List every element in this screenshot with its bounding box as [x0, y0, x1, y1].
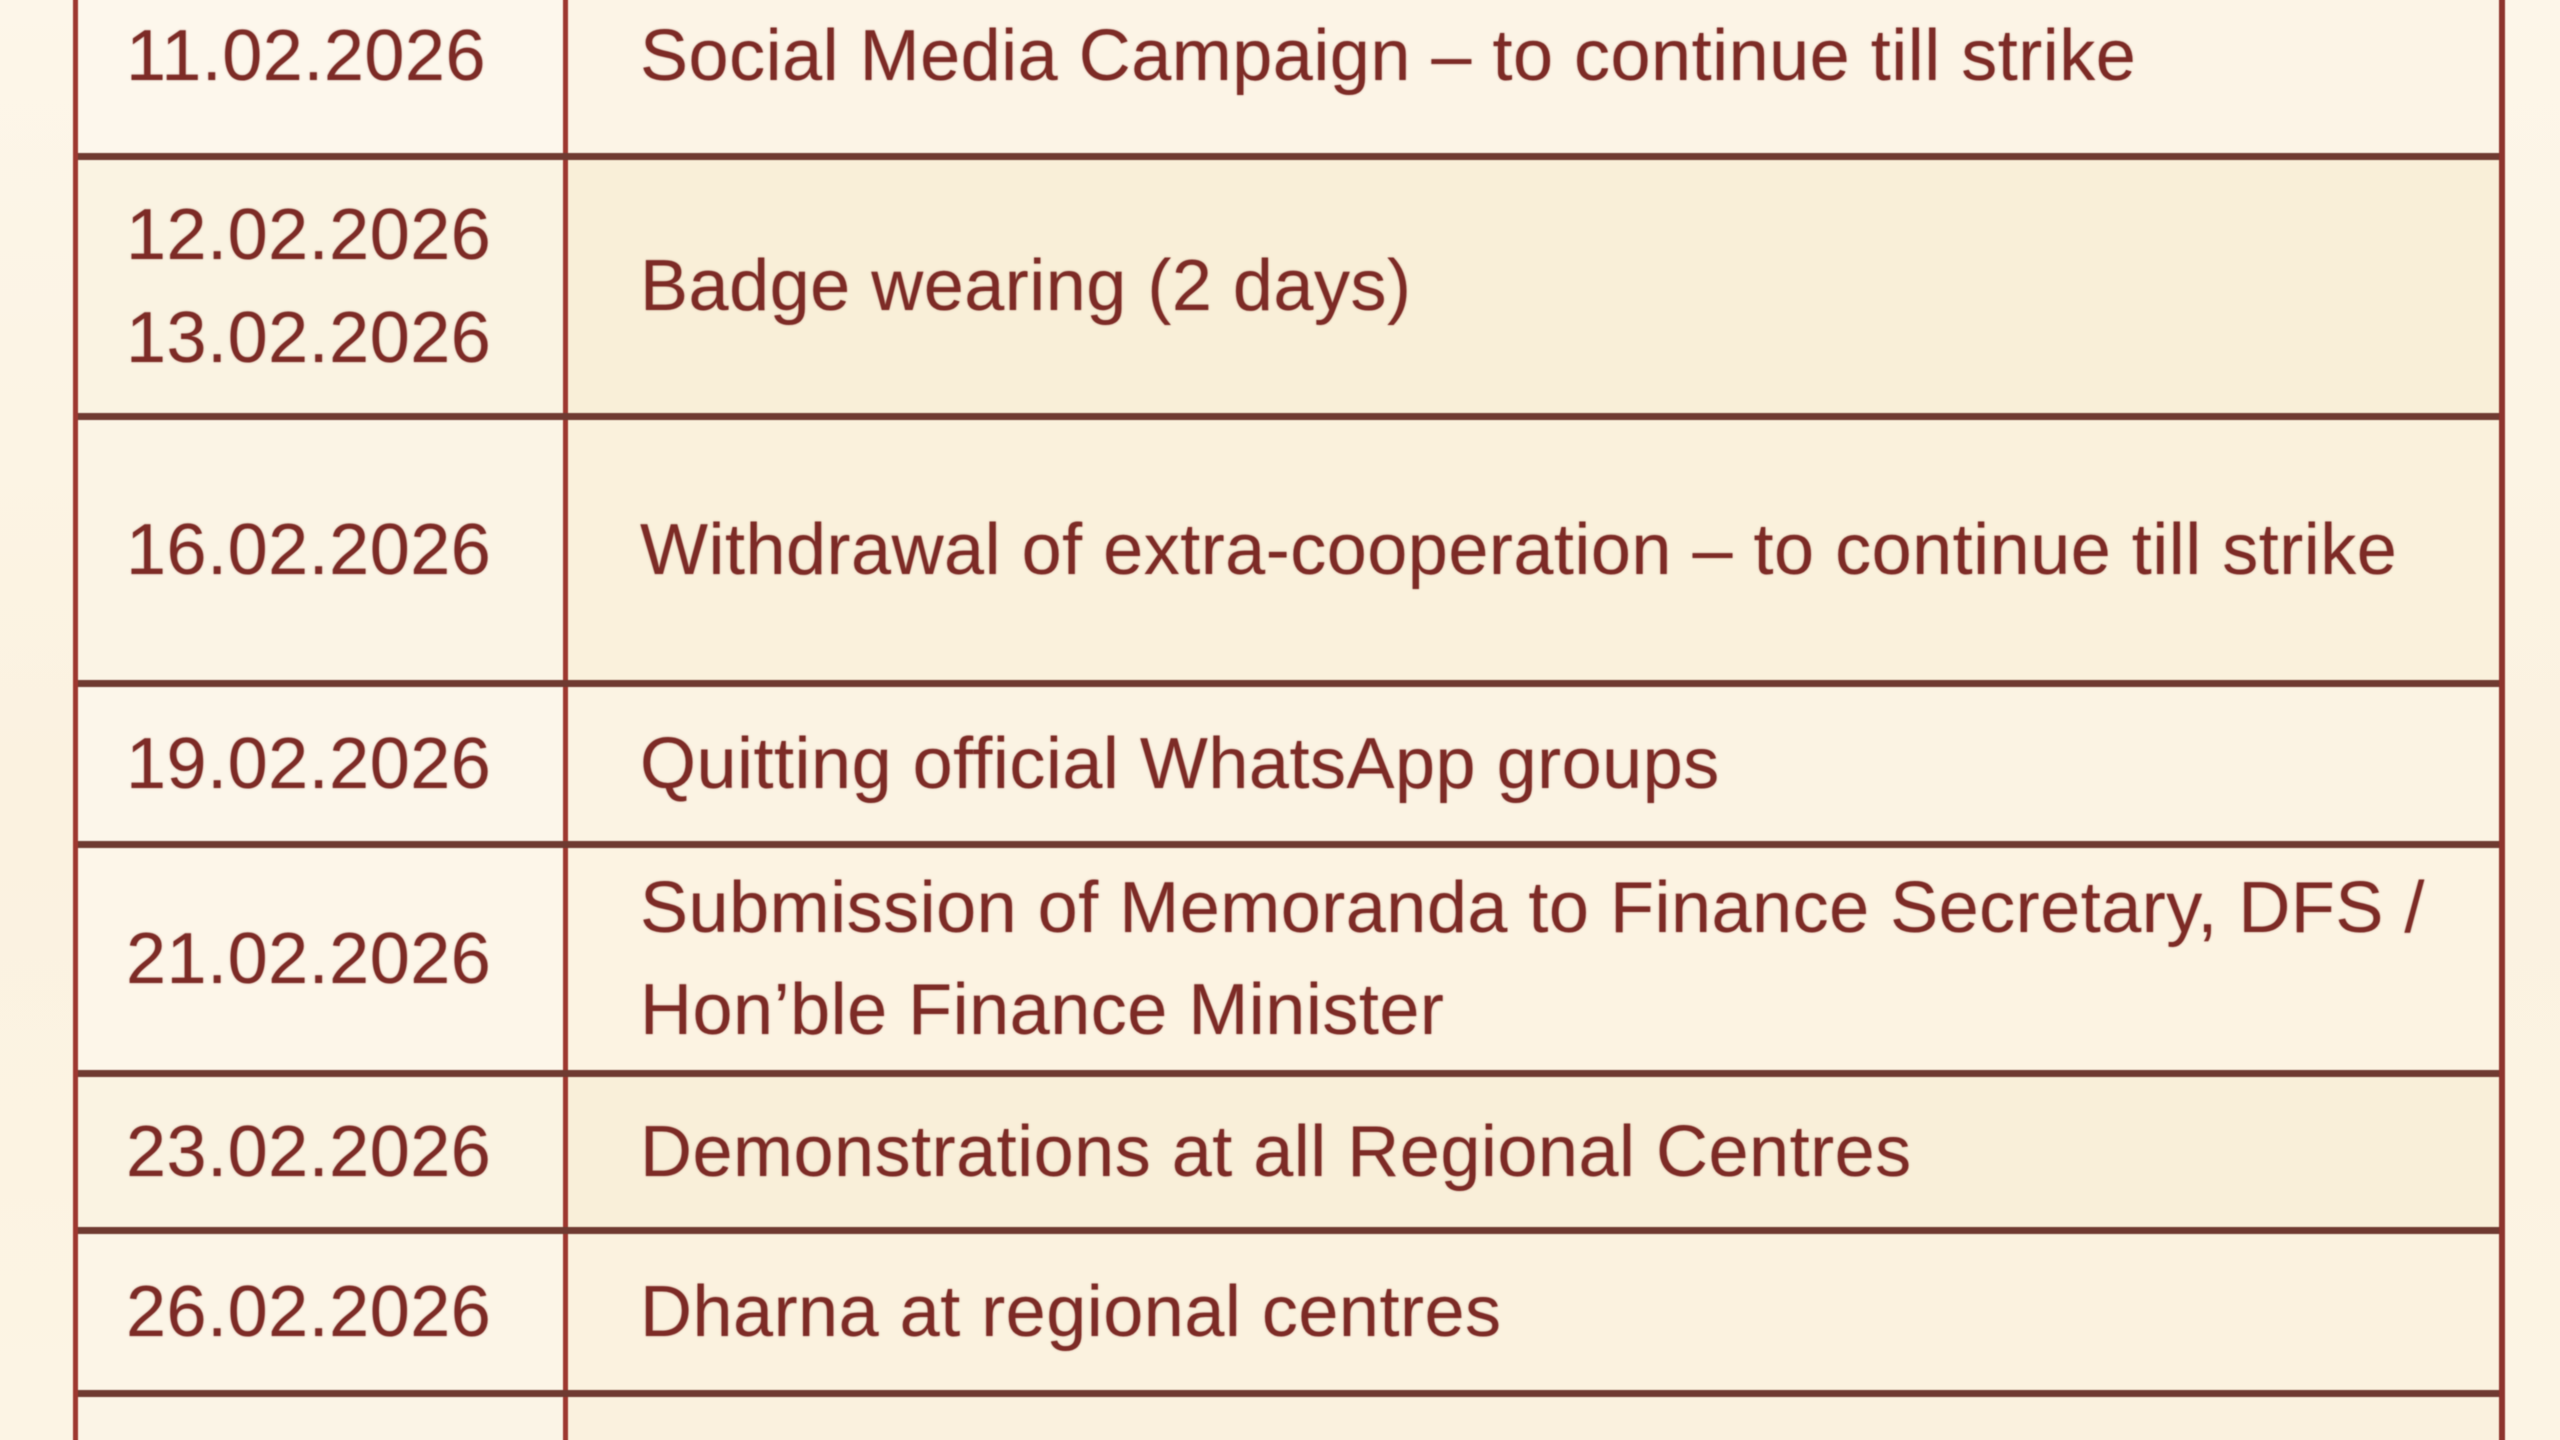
- date-text: 11.02.2026: [126, 16, 487, 97]
- table-row: [78, 1077, 2499, 1234]
- date-cell: [78, 1397, 568, 1440]
- table-row: [78, 848, 2499, 1077]
- activity-text: Dharna at regional centres: [640, 1271, 1502, 1352]
- date-cell: [78, 420, 568, 680]
- date-text: 16.02.2026: [126, 509, 492, 590]
- date-text: 23.02.2026: [126, 1111, 492, 1192]
- schedule-table: [73, 0, 2505, 1440]
- activity-cell: [568, 1077, 2499, 1227]
- date-cell: [78, 848, 568, 1070]
- date-cell: [78, 0, 568, 153]
- activity-cell: [568, 420, 2499, 680]
- date-cell: [78, 687, 568, 841]
- activity-cell: [568, 687, 2499, 841]
- date-text-2: 13.02.2026: [126, 297, 492, 378]
- date-text: 19.02.2026: [126, 723, 492, 804]
- date-text: 21.02.2026: [126, 918, 492, 999]
- activity-text: Submission of Memoranda to Finance Secretary, DFS / Hon’ble Finance Minister: [640, 867, 2425, 1050]
- table-row: [78, 687, 2499, 848]
- activity-text: Badge wearing (2 days): [640, 246, 1412, 327]
- activity-text: Social Media Campaign – to continue till strike: [640, 16, 2137, 97]
- date-cell: [78, 1234, 568, 1390]
- activity-text: Quitting official WhatsApp groups: [640, 723, 1720, 804]
- table-row: [78, 1397, 2499, 1440]
- activity-cell: [568, 160, 2499, 413]
- table-row: [78, 420, 2499, 687]
- table-row: [78, 1234, 2499, 1397]
- activity-text: Withdrawal of extra-cooperation – to continue till strike: [640, 509, 2398, 590]
- date-cell: [78, 1077, 568, 1227]
- activity-text: Demonstrations at all Regional Centres: [640, 1111, 1912, 1192]
- activity-cell: [568, 0, 2499, 153]
- date-cell: [78, 160, 568, 413]
- activity-cell: [568, 1234, 2499, 1390]
- activity-cell: [568, 848, 2499, 1070]
- date-text: 12.02.2026: [126, 195, 492, 276]
- date-text: 26.02.2026: [126, 1271, 492, 1352]
- activity-cell: [568, 1397, 2499, 1440]
- table-row: [78, 0, 2499, 160]
- table-row: [78, 160, 2499, 420]
